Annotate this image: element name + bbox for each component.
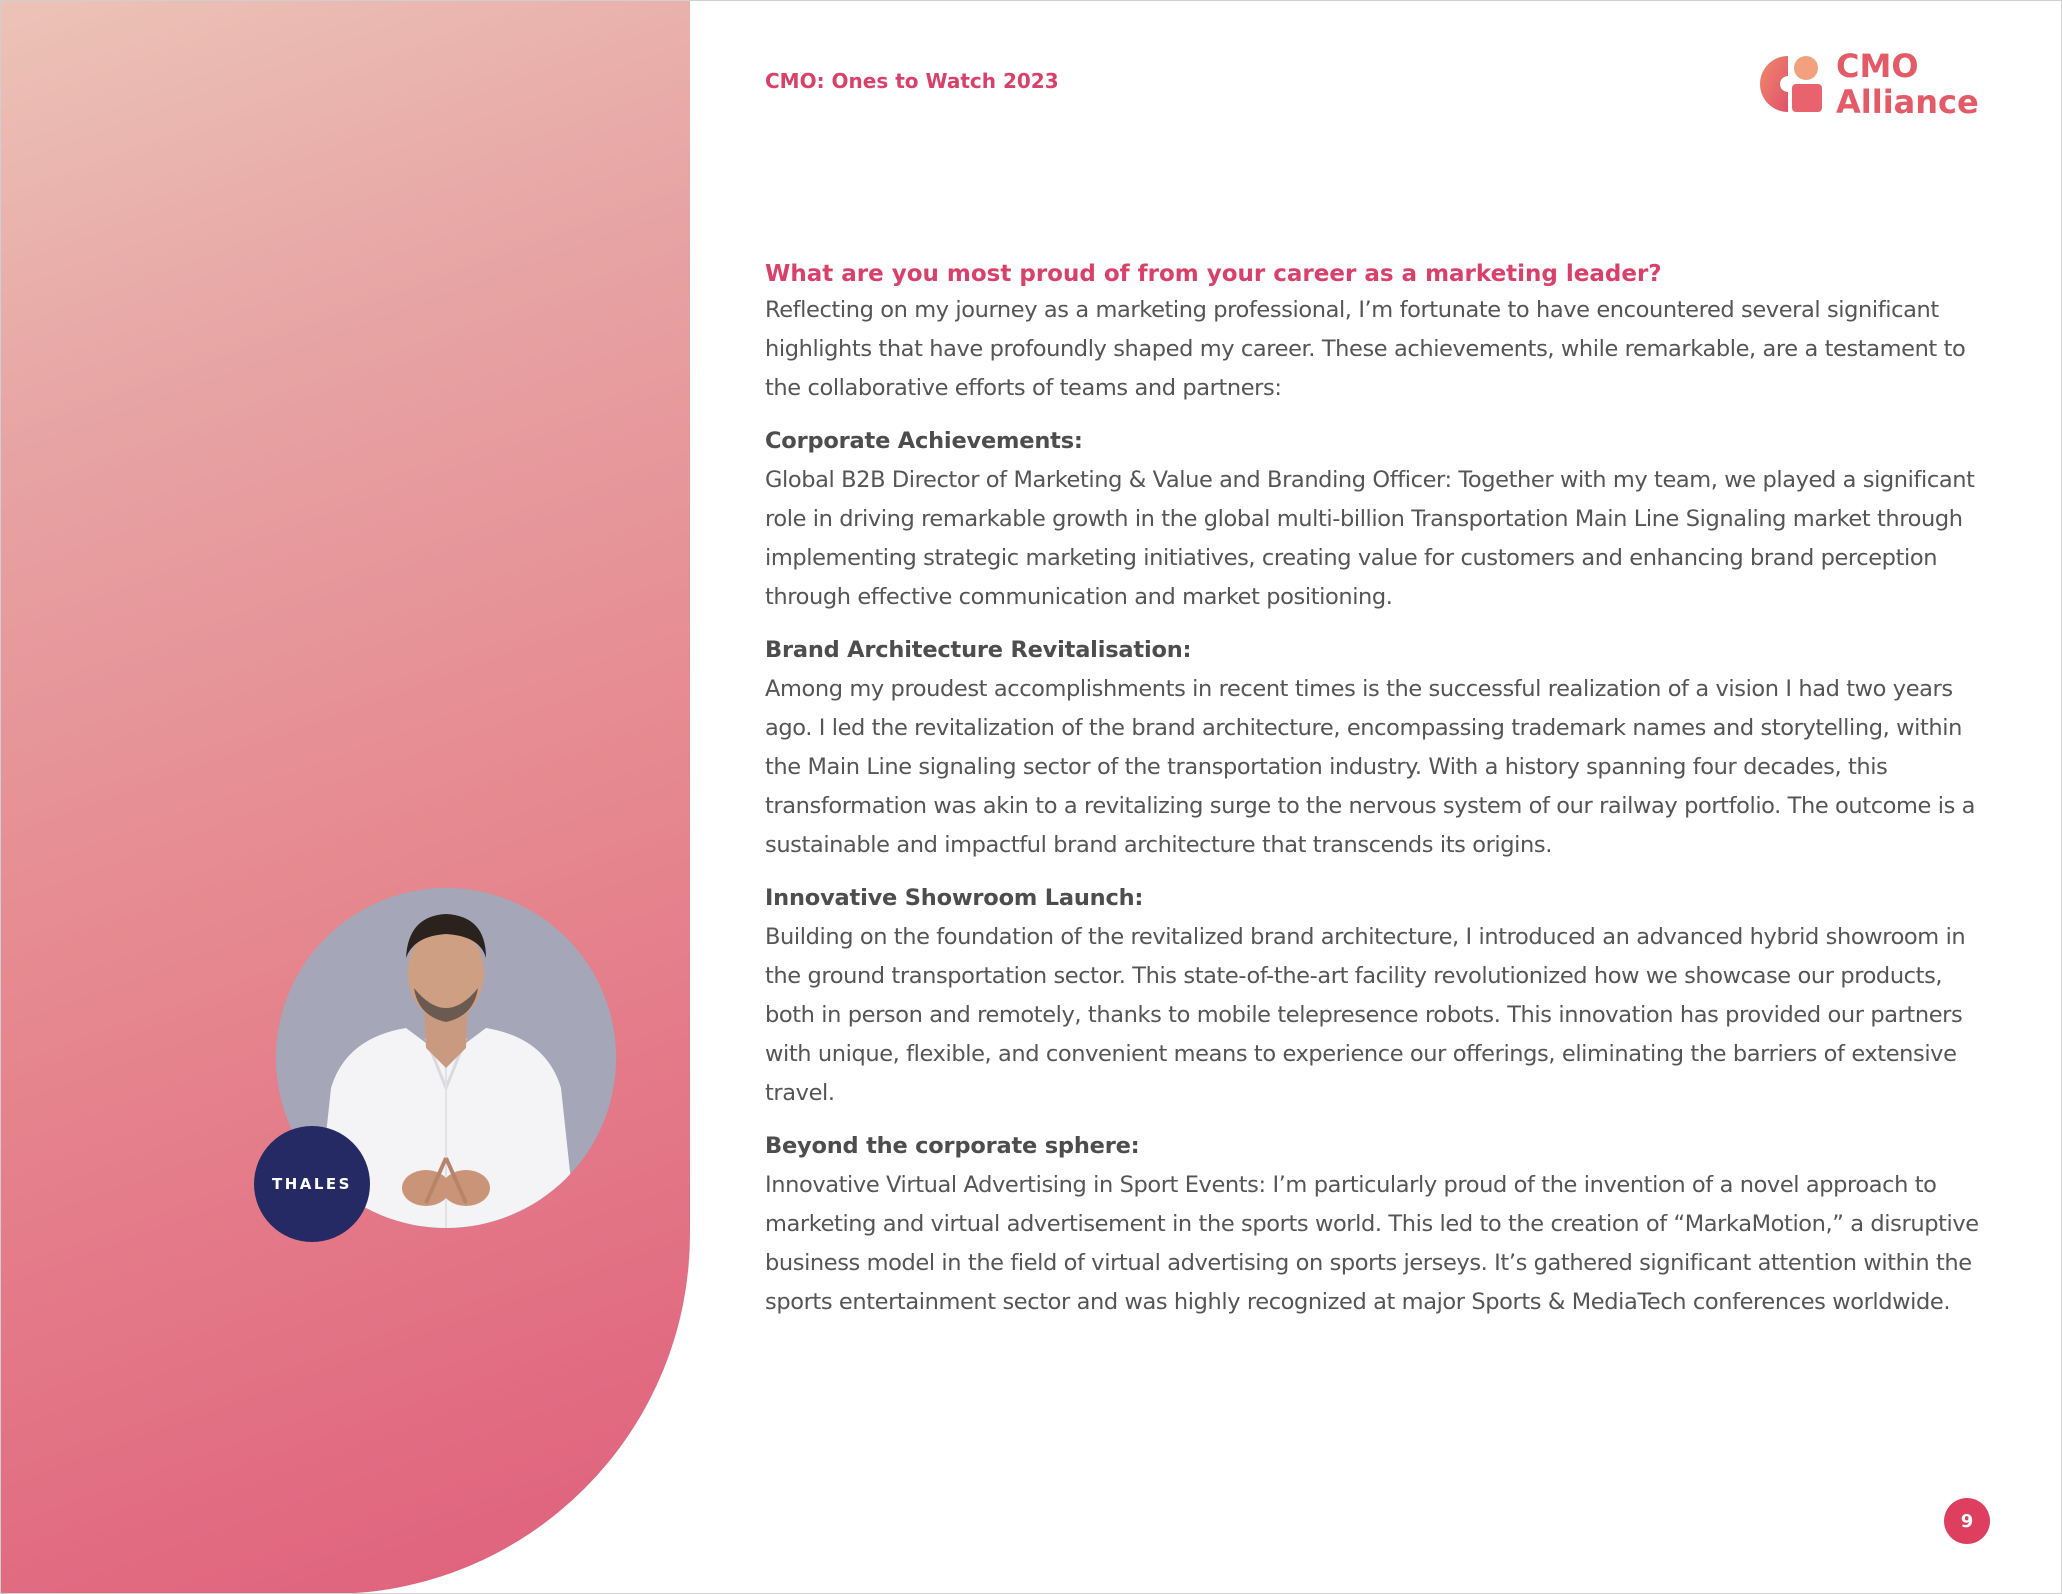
section-paragraph: Innovative Virtual Advertising in Sport Events: I’m particularly proud of the invention of a novel approach to marketing and virtual advertisement in the sports world. This led to the creation of “MarkaMotion,” a disruptive business model in the field of virtual advertising on sports jerseys. It’s gathered significant attention within the sports entertainment sector and was highly recognized at major Sports & MediaTech conferences worldwide. [765, 1172, 1979, 1315]
publication-title: CMO: Ones to Watch 2023 [765, 69, 1059, 93]
page-number-badge: 9 [1944, 1498, 1990, 1544]
section-paragraph: Global B2B Director of Marketing & Value and Branding Officer: Together with my team, we played a significant role in driving remarkable growth in the global multi-billion Transportation Main Line Signaling market through implementing strategic marketing initiatives, creating value for customers and enhancing brand perception through effective communication and market positioning. [765, 467, 1975, 610]
logo-wordmark [1836, 48, 1979, 120]
section-heading: Corporate Achievements: [765, 428, 1083, 454]
section-heading: Innovative Showroom Launch: [765, 885, 1144, 911]
logo-line-1: CMO [1836, 47, 1919, 85]
section-paragraph: Among my proudest accomplishments in recent times is the successful realization of a vision I had two years ago. I led the revitalization of the brand architecture, encompassing trademark names and storytelling, within the Main Line signaling sector of the transportation industry. With a history spanning four decades, this transformation was akin to a revitalizing surge to the nervous system of our railway portfolio. The outcome is a sustainable and impactful brand architecture that transcends its origins. [765, 676, 1976, 858]
section-paragraph: Building on the foundation of the revitalized brand architecture, I introduced an advanced hybrid showroom in the ground transportation sector. This state-of-the-art facility revolutionized how we showcase our products, both in person and remotely, thanks to mobile telepresence robots. This innovation has provided our partners with unique, flexible, and convenient means to experience our offerings, eliminating the barriers of extensive travel. [765, 924, 1966, 1106]
interview-question: What are you most proud of from your career as a marketing leader? [765, 261, 1662, 287]
intro-paragraph: Reflecting on my journey as a marketing professional, I’m fortunate to have encountered several significant highlights that have profoundly shaped my career. These achievements, while remarkable, are a testament to the collaborative efforts of teams and partners: [765, 297, 1966, 401]
profile-panel [0, 0, 690, 1594]
article-body [765, 258, 1980, 1322]
cmo-alliance-logo-icon [1758, 52, 1824, 116]
section-heading: Beyond the corporate sphere: [765, 1133, 1140, 1159]
logo-line-2: Alliance [1836, 83, 1979, 121]
cmo-alliance-logo[interactable] [1758, 48, 1979, 120]
section-heading: Brand Architecture Revitalisation: [765, 637, 1192, 663]
company-logo-badge: THALES [254, 1126, 370, 1242]
